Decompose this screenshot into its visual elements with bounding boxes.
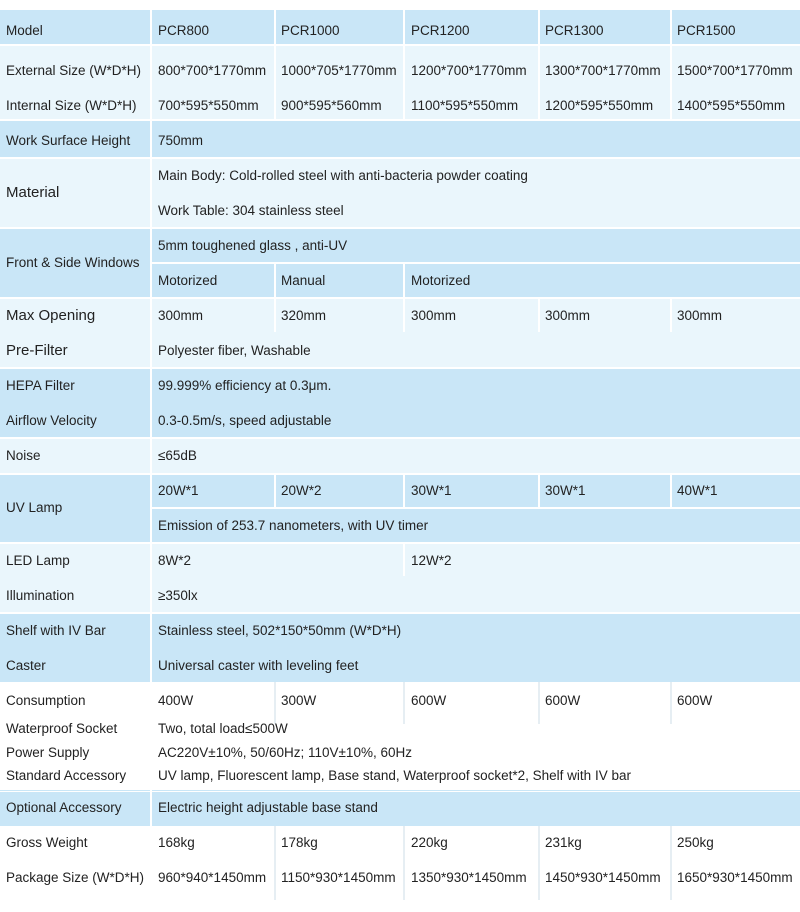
label-consumption: Consumption xyxy=(6,693,86,708)
value-gross-weight: 231kg xyxy=(545,835,582,850)
value-uv-emission: Emission of 253.7 nanometers, with UV timer xyxy=(158,518,429,533)
value-max-opening: 300mm xyxy=(411,308,457,323)
label-external-size: External Size (W*D*H) xyxy=(6,63,142,78)
label-airflow: Airflow Velocity xyxy=(6,413,97,428)
value-external-size: 1000*705*1770mm xyxy=(281,63,397,78)
value-package-size: 1150*930*1450mm xyxy=(281,870,396,885)
value-gross-weight: 220kg xyxy=(411,835,448,850)
value-package-size: 1450*930*1450mm xyxy=(545,870,661,885)
separator xyxy=(0,612,800,614)
column-separator xyxy=(403,10,405,119)
separator xyxy=(0,227,800,229)
value-consumption: 600W xyxy=(545,693,581,708)
model-header: PCR800 xyxy=(158,23,210,38)
value-consumption: 600W xyxy=(411,693,447,708)
column-separator xyxy=(670,10,672,119)
value-noise: ≤65dB xyxy=(158,448,197,463)
model-header: PCR1000 xyxy=(281,23,340,38)
label-internal-size: Internal Size (W*D*H) xyxy=(6,98,137,113)
separator xyxy=(0,119,800,121)
value-package-size: 1350*930*1450mm xyxy=(411,870,527,885)
label-material: Material xyxy=(6,184,60,201)
column-separator xyxy=(403,682,405,724)
label-max-opening: Max Opening xyxy=(6,307,96,324)
label-standard-accessory: Standard Accessory xyxy=(6,768,127,783)
value-windows-mode: Motorized xyxy=(158,273,218,288)
separator xyxy=(0,473,800,475)
spec-table xyxy=(0,10,800,900)
value-internal-size: 1200*595*550mm xyxy=(545,98,654,113)
value-package-size: 960*940*1450mm xyxy=(158,870,267,885)
separator xyxy=(0,297,800,299)
column-separator xyxy=(670,826,672,900)
value-shelf: Stainless steel, 502*150*50mm (W*D*H) xyxy=(158,623,402,638)
value-consumption: 600W xyxy=(677,693,713,708)
model-header: PCR1200 xyxy=(411,23,470,38)
value-caster: Universal caster with leveling feet xyxy=(158,658,359,673)
label-waterproof-socket: Waterproof Socket xyxy=(6,721,118,736)
value-uv-lamp: 40W*1 xyxy=(677,483,718,498)
value-material-table: Work Table: 304 stainless steel xyxy=(158,203,344,218)
separator xyxy=(0,157,800,159)
value-hepa: 99.999% efficiency at 0.3μm. xyxy=(158,378,332,393)
row-bg-noise xyxy=(0,439,800,473)
value-uv-lamp: 30W*1 xyxy=(545,483,586,498)
value-waterproof-socket: Two, total load≤500W xyxy=(158,721,288,736)
column-separator xyxy=(538,682,540,724)
value-uv-lamp: 30W*1 xyxy=(411,483,452,498)
column-separator xyxy=(538,10,540,119)
value-material-main: Main Body: Cold-rolled steel with anti-bacteria powder coating xyxy=(158,168,528,183)
value-uv-lamp: 20W*1 xyxy=(158,483,199,498)
value-max-opening: 320mm xyxy=(281,308,327,323)
value-gross-weight: 168kg xyxy=(158,835,195,850)
value-led-lamp: 12W*2 xyxy=(411,553,452,568)
value-max-opening: 300mm xyxy=(677,308,723,323)
column-separator xyxy=(403,826,405,900)
column-separator xyxy=(670,297,672,332)
label-work-surface-height: Work Surface Height xyxy=(6,133,131,148)
value-consumption: 400W xyxy=(158,693,194,708)
column-separator xyxy=(274,473,276,507)
separator xyxy=(0,367,800,369)
label-package-size: Package Size (W*D*H) xyxy=(6,870,145,885)
label-pre-filter: Pre-Filter xyxy=(6,342,68,359)
column-separator xyxy=(150,10,152,900)
column-separator xyxy=(403,473,405,507)
label-gross-weight: Gross Weight xyxy=(6,835,88,850)
label-hepa: HEPA Filter xyxy=(6,378,75,393)
column-separator xyxy=(274,826,276,900)
separator xyxy=(0,790,800,791)
column-separator xyxy=(274,10,276,119)
value-gross-weight: 178kg xyxy=(281,835,318,850)
value-internal-size: 1400*595*550mm xyxy=(677,98,786,113)
column-separator xyxy=(274,262,276,332)
value-external-size: 800*700*1770mm xyxy=(158,63,267,78)
separator xyxy=(150,262,800,264)
label-caster: Caster xyxy=(6,658,46,673)
value-standard-accessory: UV lamp, Fluorescent lamp, Base stand, Waterproof socket*2, Shelf with IV bar xyxy=(158,768,631,783)
value-illumination: ≥350lx xyxy=(158,588,198,603)
separator xyxy=(0,437,800,439)
value-consumption: 300W xyxy=(281,693,317,708)
value-max-opening: 300mm xyxy=(545,308,591,323)
label-power-supply: Power Supply xyxy=(6,745,90,760)
column-separator xyxy=(403,542,405,576)
label-shelf: Shelf with IV Bar xyxy=(6,623,106,638)
value-windows-mode: Motorized xyxy=(411,273,471,288)
value-pre-filter: Polyester fiber, Washable xyxy=(158,343,311,358)
value-internal-size: 1100*595*550mm xyxy=(411,98,519,113)
separator xyxy=(150,507,800,509)
label-led-lamp: LED Lamp xyxy=(6,553,70,568)
label-optional-accessory: Optional Accessory xyxy=(6,800,122,815)
value-led-lamp: 8W*2 xyxy=(158,553,192,568)
label-windows: Front & Side Windows xyxy=(6,255,140,270)
value-windows-mode: Manual xyxy=(281,273,326,288)
value-work-surface-height: 750mm xyxy=(158,133,204,148)
value-max-opening: 300mm xyxy=(158,308,204,323)
value-airflow: 0.3-0.5m/s, speed adjustable xyxy=(158,413,332,428)
label-uv-lamp: UV Lamp xyxy=(6,500,63,515)
value-optional-accessory: Electric height adjustable base stand xyxy=(158,800,378,815)
value-windows-glass: 5mm toughened glass , anti-UV xyxy=(158,238,348,253)
value-internal-size: 700*595*550mm xyxy=(158,98,259,113)
column-separator xyxy=(670,682,672,724)
column-separator xyxy=(274,682,276,724)
value-power-supply: AC220V±10%, 50/60Hz; 110V±10%, 60Hz xyxy=(158,745,412,760)
value-external-size: 1200*700*1770mm xyxy=(411,63,527,78)
value-internal-size: 900*595*560mm xyxy=(281,98,382,113)
row-bg-led-illumination xyxy=(0,544,800,612)
column-separator xyxy=(670,473,672,507)
value-external-size: 1300*700*1770mm xyxy=(545,63,661,78)
value-external-size: 1500*700*1770mm xyxy=(677,63,793,78)
separator xyxy=(0,542,800,544)
row-bg-hepa-airflow xyxy=(0,369,800,437)
model-header: PCR1500 xyxy=(677,23,736,38)
value-package-size: 1650*930*1450mm xyxy=(677,870,793,885)
model-header: PCR1300 xyxy=(545,23,604,38)
column-separator xyxy=(403,262,405,332)
column-separator xyxy=(538,473,540,507)
column-separator xyxy=(538,826,540,900)
column-separator xyxy=(538,297,540,332)
value-uv-lamp: 20W*2 xyxy=(281,483,322,498)
separator xyxy=(0,44,800,46)
label-model: Model xyxy=(6,23,43,38)
value-gross-weight: 250kg xyxy=(677,835,714,850)
label-illumination: Illumination xyxy=(6,588,75,603)
label-noise: Noise xyxy=(6,448,41,463)
